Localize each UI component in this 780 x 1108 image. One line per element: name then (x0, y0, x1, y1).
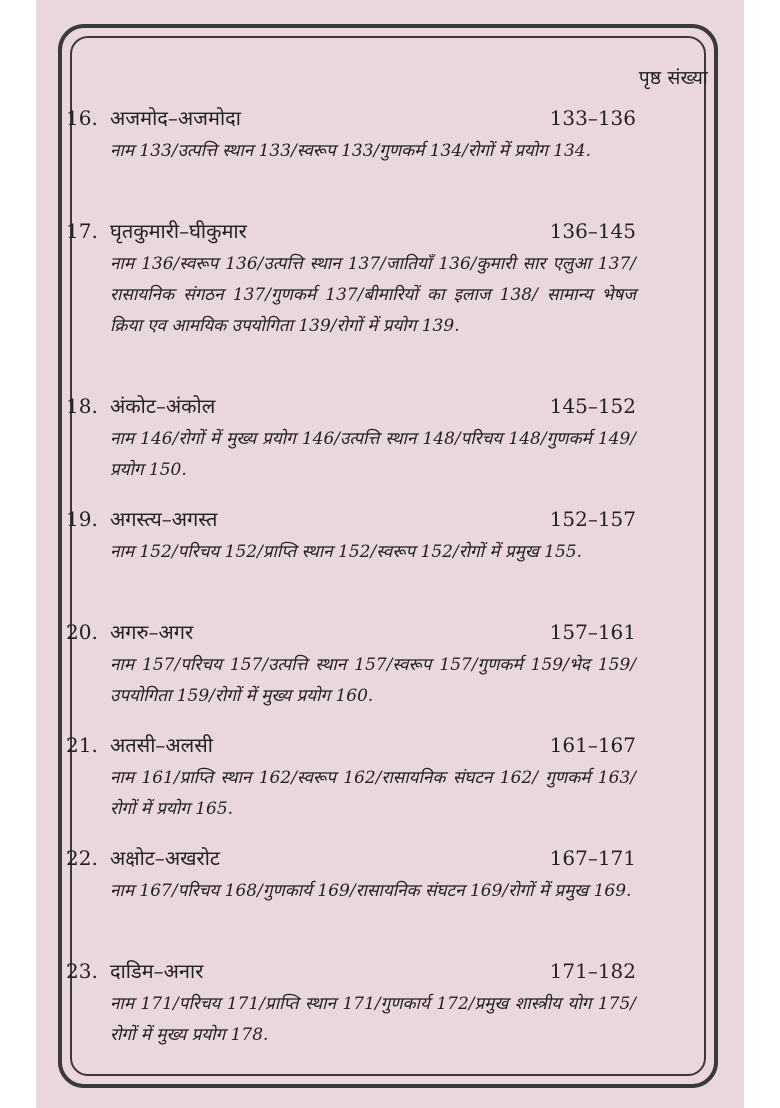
entry-number: 21. (66, 733, 98, 757)
entry-title: अतसी–अलसी (110, 733, 213, 757)
entry-heading (66, 957, 636, 985)
entry-title: अगरु–अगर (110, 620, 194, 644)
entry-number: 19. (66, 507, 98, 531)
entry-heading (66, 104, 636, 132)
entry-title: अंकोट–अंकोल (110, 394, 216, 418)
entry-page-range: 167–171 (549, 846, 636, 870)
entry-heading (66, 844, 636, 872)
entry-page-range: 152–157 (549, 507, 636, 531)
entry-description: नाम 157/परिचय 157/उत्पत्ति स्थान 157/स्वरूप 157/गुणकर्म 159/भेद 159/ उपयोगिता 159/रोगों में मुख्य प्रयोग 160. (110, 655, 636, 706)
entry-heading (66, 217, 636, 245)
toc-entry-20 (66, 618, 636, 712)
entry-number: 18. (66, 394, 98, 418)
entry-description: नाम 136/स्वरूप 136/उत्पत्ति स्थान 137/जातियाँ 136/कुमारी सार एलुआ 137/ रासायनिक संगठन 137/गुणकर्म 137/बीमारियों का इलाज 138/ सामान्य भेषज क्रिया एव आमयिक उपयोगिता 139/रोगों में प्रयोग 139. (110, 254, 636, 336)
entry-number: 16. (66, 106, 98, 130)
entry-heading (66, 731, 636, 759)
entry-title: अगस्त्य–अगस्त (110, 507, 218, 531)
toc-entry-16 (66, 104, 636, 167)
toc-entry-19 (66, 505, 636, 568)
entry-title: घृतकुमारी–घीकुमार (110, 219, 247, 243)
toc-entry-17 (66, 217, 636, 342)
toc-entry-18 (66, 392, 636, 486)
entry-number: 22. (66, 846, 98, 870)
entry-page-range: 133–136 (549, 106, 636, 130)
page-number-column-heading: पृष्ठ संख्या (638, 67, 708, 89)
entry-title: अजमोद–अजमोदा (110, 106, 241, 130)
entry-description: नाम 167/परिचय 168/गुणकार्य 169/रासायनिक संघटन 169/रोगों में प्रमुख 169. (110, 881, 632, 901)
entry-number: 17. (66, 219, 98, 243)
entry-description: नाम 161/प्राप्ति स्थान 162/स्वरूप 162/रासायनिक संघटन 162/ गुणकर्म 163/ रोगों में प्रयोग 165. (110, 768, 636, 819)
entry-description: नाम 171/परिचय 171/प्राप्ति स्थान 171/गुणकार्य 172/प्रमुख शास्त्रीय योग 175/ रोगों में मुख्य प्रयोग 178. (110, 994, 636, 1045)
entry-page-range: 145–152 (549, 394, 636, 418)
toc-entry-22 (66, 844, 636, 907)
entry-page-range: 136–145 (549, 219, 636, 243)
entry-description: नाम 146/रोगों में मुख्य प्रयोग 146/उत्पत्ति स्थान 148/परिचय 148/गुणकर्म 149/ प्रयोग 150. (110, 429, 636, 480)
entry-heading (66, 618, 636, 646)
entry-number: 23. (66, 959, 98, 983)
entry-page-range: 157–161 (549, 620, 636, 644)
toc-entry-21 (66, 731, 636, 825)
toc-entry-23 (66, 957, 636, 1051)
entry-description: नाम 152/परिचय 152/प्राप्ति स्थान 152/स्वरूप 152/रोगों में प्रमुख 155. (110, 542, 583, 562)
entry-heading (66, 392, 636, 420)
entry-page-range: 161–167 (549, 733, 636, 757)
entry-number: 20. (66, 620, 98, 644)
entry-page-range: 171–182 (549, 959, 636, 983)
entry-title: दाडिम–अनार (110, 959, 204, 983)
entry-title: अक्षोट–अखरोट (110, 846, 220, 870)
entry-description: नाम 133/उत्पत्ति स्थान 133/स्वरूप 133/गुणकर्म 134/रोगों में प्रयोग 134. (110, 141, 591, 161)
entry-heading (66, 505, 636, 533)
